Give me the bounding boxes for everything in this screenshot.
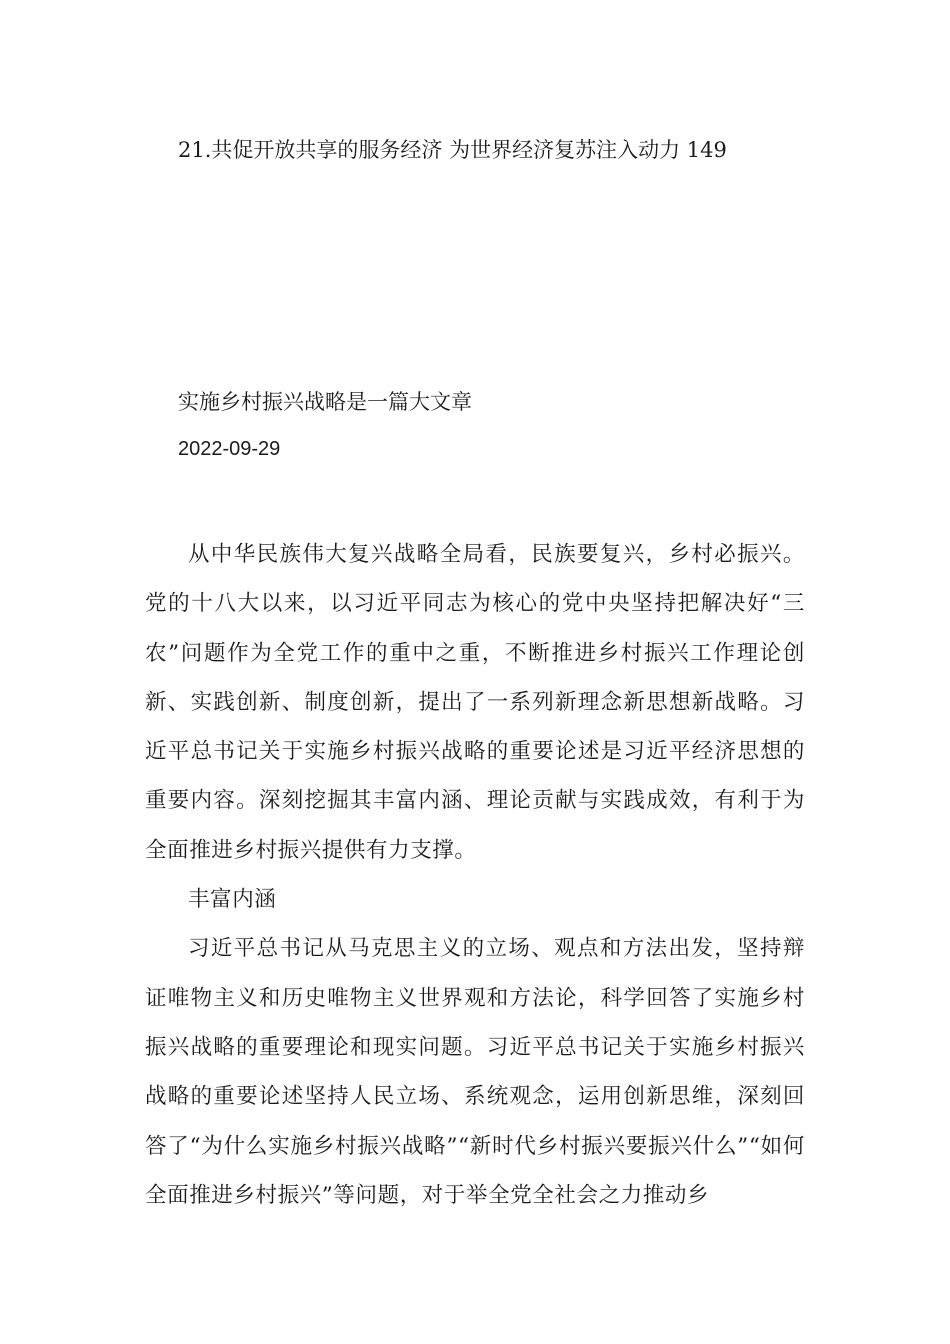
paragraph-content: 习近平总书记从马克思主义的立场、观点和方法出发，坚持辩证唯物主义和历史唯物主义世界观和方法论，科学回答了实施乡村振兴战略的重要理论和现实问题。习近平总书记关于实施乡村振兴战略的重要论述坚持人民立场、系统观念，运用创新思维，深刻回答了“为什么实施乡村振兴战略”“新时代乡村振兴要振兴什么”“如何全面推进乡村振兴”等问题，对于举全党全社会之力推动乡 (145, 936, 805, 1208)
article-body (145, 530, 805, 1220)
section-heading: 丰富内涵 (188, 887, 277, 913)
toc-entry: 21.共促开放共享的服务经济 为世界经济复苏注入动力 149 (178, 138, 727, 162)
article-title: 实施乡村振兴战略是一篇大文章 (178, 390, 472, 414)
paragraph-intro: 从中华民族伟大复兴战略全局看，民族要复兴，乡村必振兴。党的十八大以来，以习近平同志为核心的党中央坚持把解决好“三农”问题作为全党工作的重中之重，不断推进乡村振兴工作理论创新、实践创新、制度创新，提出了一系列新理念新思想新战略。习近平总书记关于实施乡村振兴战略的重要论述是习近平经济思想的重要内容。深刻挖掘其丰富内涵、理论贡献与实践成效，有利于为全面推进乡村振兴提供有力支撑。 (145, 542, 805, 863)
article-date: 2022-09-29 (178, 438, 281, 460)
